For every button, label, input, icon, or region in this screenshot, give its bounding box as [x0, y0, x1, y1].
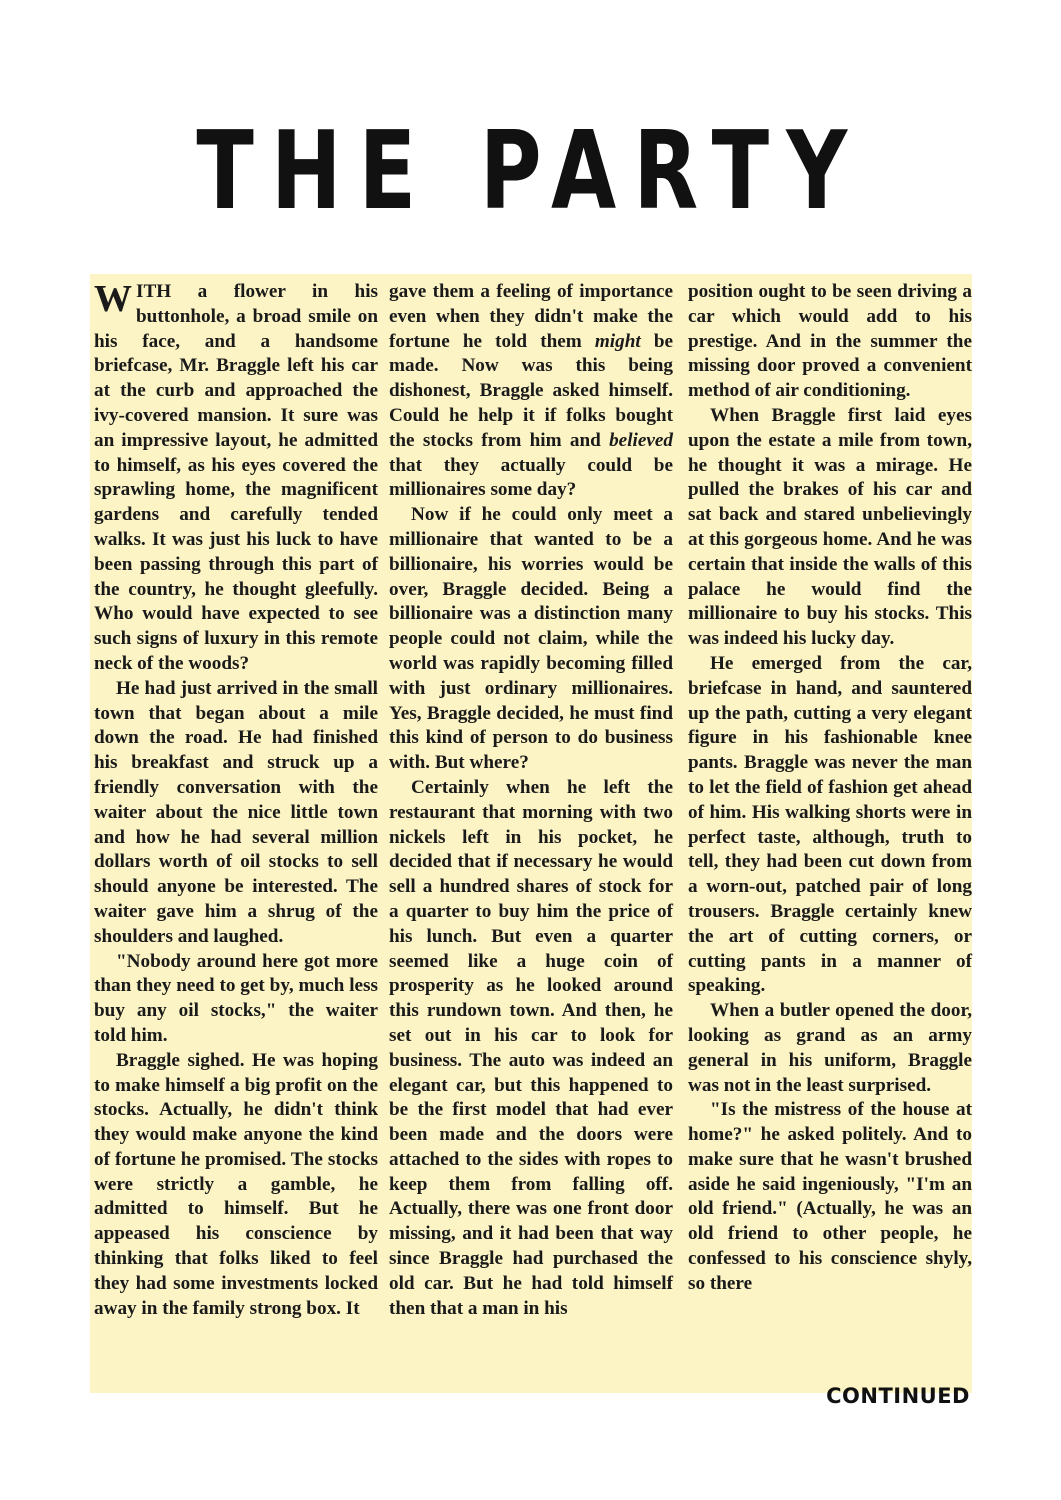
emphasis-text: believed	[609, 429, 673, 451]
paragraph: "Is the mistress of the house at home?" he asked politely. And to make sure that he wasn't brushed aside he said ingeniously, "I'm an old friend." (Actually, he was an old friend to other people, he confessed to his conscience shyly, so there	[688, 1099, 972, 1294]
paragraph-text: be made. Now was this being dishonest, Braggle asked himself. Could he help it if folks bought the stocks from him and	[389, 330, 673, 451]
text-column-3	[688, 280, 972, 1297]
paragraph-text: that they actually could be millionaires some day?	[389, 454, 673, 501]
paragraph: When a butler opened the door, looking as grand as an army general in his uniform, Braggle was not in the least surprised.	[688, 1000, 972, 1096]
paragraph-text: ITH a flower in his buttonhole, a broad smile on his face, and a handsome briefcase, Mr. Braggle left his car at the curb and approached the ivy-covered mansion. It sure was an impressive layout, he admitted to himself, as his eyes covered the sprawling home, the magnificent gardens and carefully tended walks. It was just his luck to have been passing through this part of the country, he thought gleefully. Who would have expected to see such signs of luxury in this remote neck of the woods?	[94, 281, 378, 674]
emphasis-text: might	[594, 330, 641, 352]
paragraph: Braggle sighed. He was hoping to make himself a big profit on the stocks. Actually, he didn't think they would make anyone the kind of fortune he promised. The stocks were strictly a gamble, he admitted to himself. But he appeased his conscience by thinking that folks liked to feel they had some investments locked away in the family strong box. It	[94, 1049, 378, 1319]
paragraph: When Braggle first laid eyes upon the estate a mile from town, he thought it was a mirage. He pulled the brakes of his car and sat back and stared unbelievingly at this gorgeous home. And he was certain that inside the walls of this palace he would find the millionaire to buy his stocks. This was indeed his lucky day.	[688, 404, 972, 650]
paragraph: He emerged from the car, briefcase in hand, and sauntered up the path, cutting a very elegant figure in his fashionable knee pants. Braggle was never the man to let the field of fashion get ahead of him. His walking shorts were in perfect taste, although, truth to tell, they had been cut down from a worn-out, patched pair of long trousers. Braggle certainly knew the art of cutting corners, or cutting pants in a manner of speaking.	[688, 652, 972, 997]
paragraph	[389, 280, 673, 503]
paragraph: "Nobody around here got more than they need to get by, much less buy any oil stocks," the waiter told him.	[94, 950, 378, 1046]
text-column-1	[94, 280, 378, 1321]
paragraph: He had just arrived in the small town that began about a mile down the road. He had finished his breakfast and struck up a friendly conversation with the waiter about the nice little town and how he had several million dollars worth of oil stocks to sell should anyone be interested. The waiter gave him a shrug of the shoulders and laughed.	[94, 677, 378, 947]
drop-cap: W	[94, 278, 132, 320]
paragraph: position ought to be seen driving a car which would add to his prestige. And in the summer the missing door proved a convenient method of air conditioning.	[688, 281, 972, 402]
paragraph: Now if he could only meet a millionaire that wanted to be a billionaire, his worries would be over, Braggle decided. Being a billionaire was a distinction many people could not claim, while the world was rapidly becoming filled with just ordinary millionaires. Yes, Braggle decided, he must find this kind of person to do business with. But where?	[389, 504, 673, 774]
continued-label: CONTINUED	[826, 1384, 970, 1408]
paragraph: Certainly when he left the restaurant that morning with two nickels left in his pocket, he decided that if necessary he would sell a hundred shares of stock for a quarter to buy him the price of his lunch. But even a quarter seemed like a huge coin of prosperity as he looked around this rundown town. And then, he set out in his car to look for business. The auto was indeed an elegant car, but this happened to be the first model that had ever been made and the doors were attached to the sides with ropes to keep them from falling off. Actually, there was one front door missing, and it had been that way since Braggle had purchased the old car. But he had told himself then that a man in his	[389, 776, 673, 1319]
paragraph-text: gave them a feeling of importance even when they didn't make the fortune he told them	[389, 281, 673, 352]
story-text-panel	[90, 274, 972, 1393]
paragraph	[94, 280, 378, 677]
story-title: THE PARTY	[196, 109, 865, 234]
text-column-2	[389, 280, 673, 1321]
